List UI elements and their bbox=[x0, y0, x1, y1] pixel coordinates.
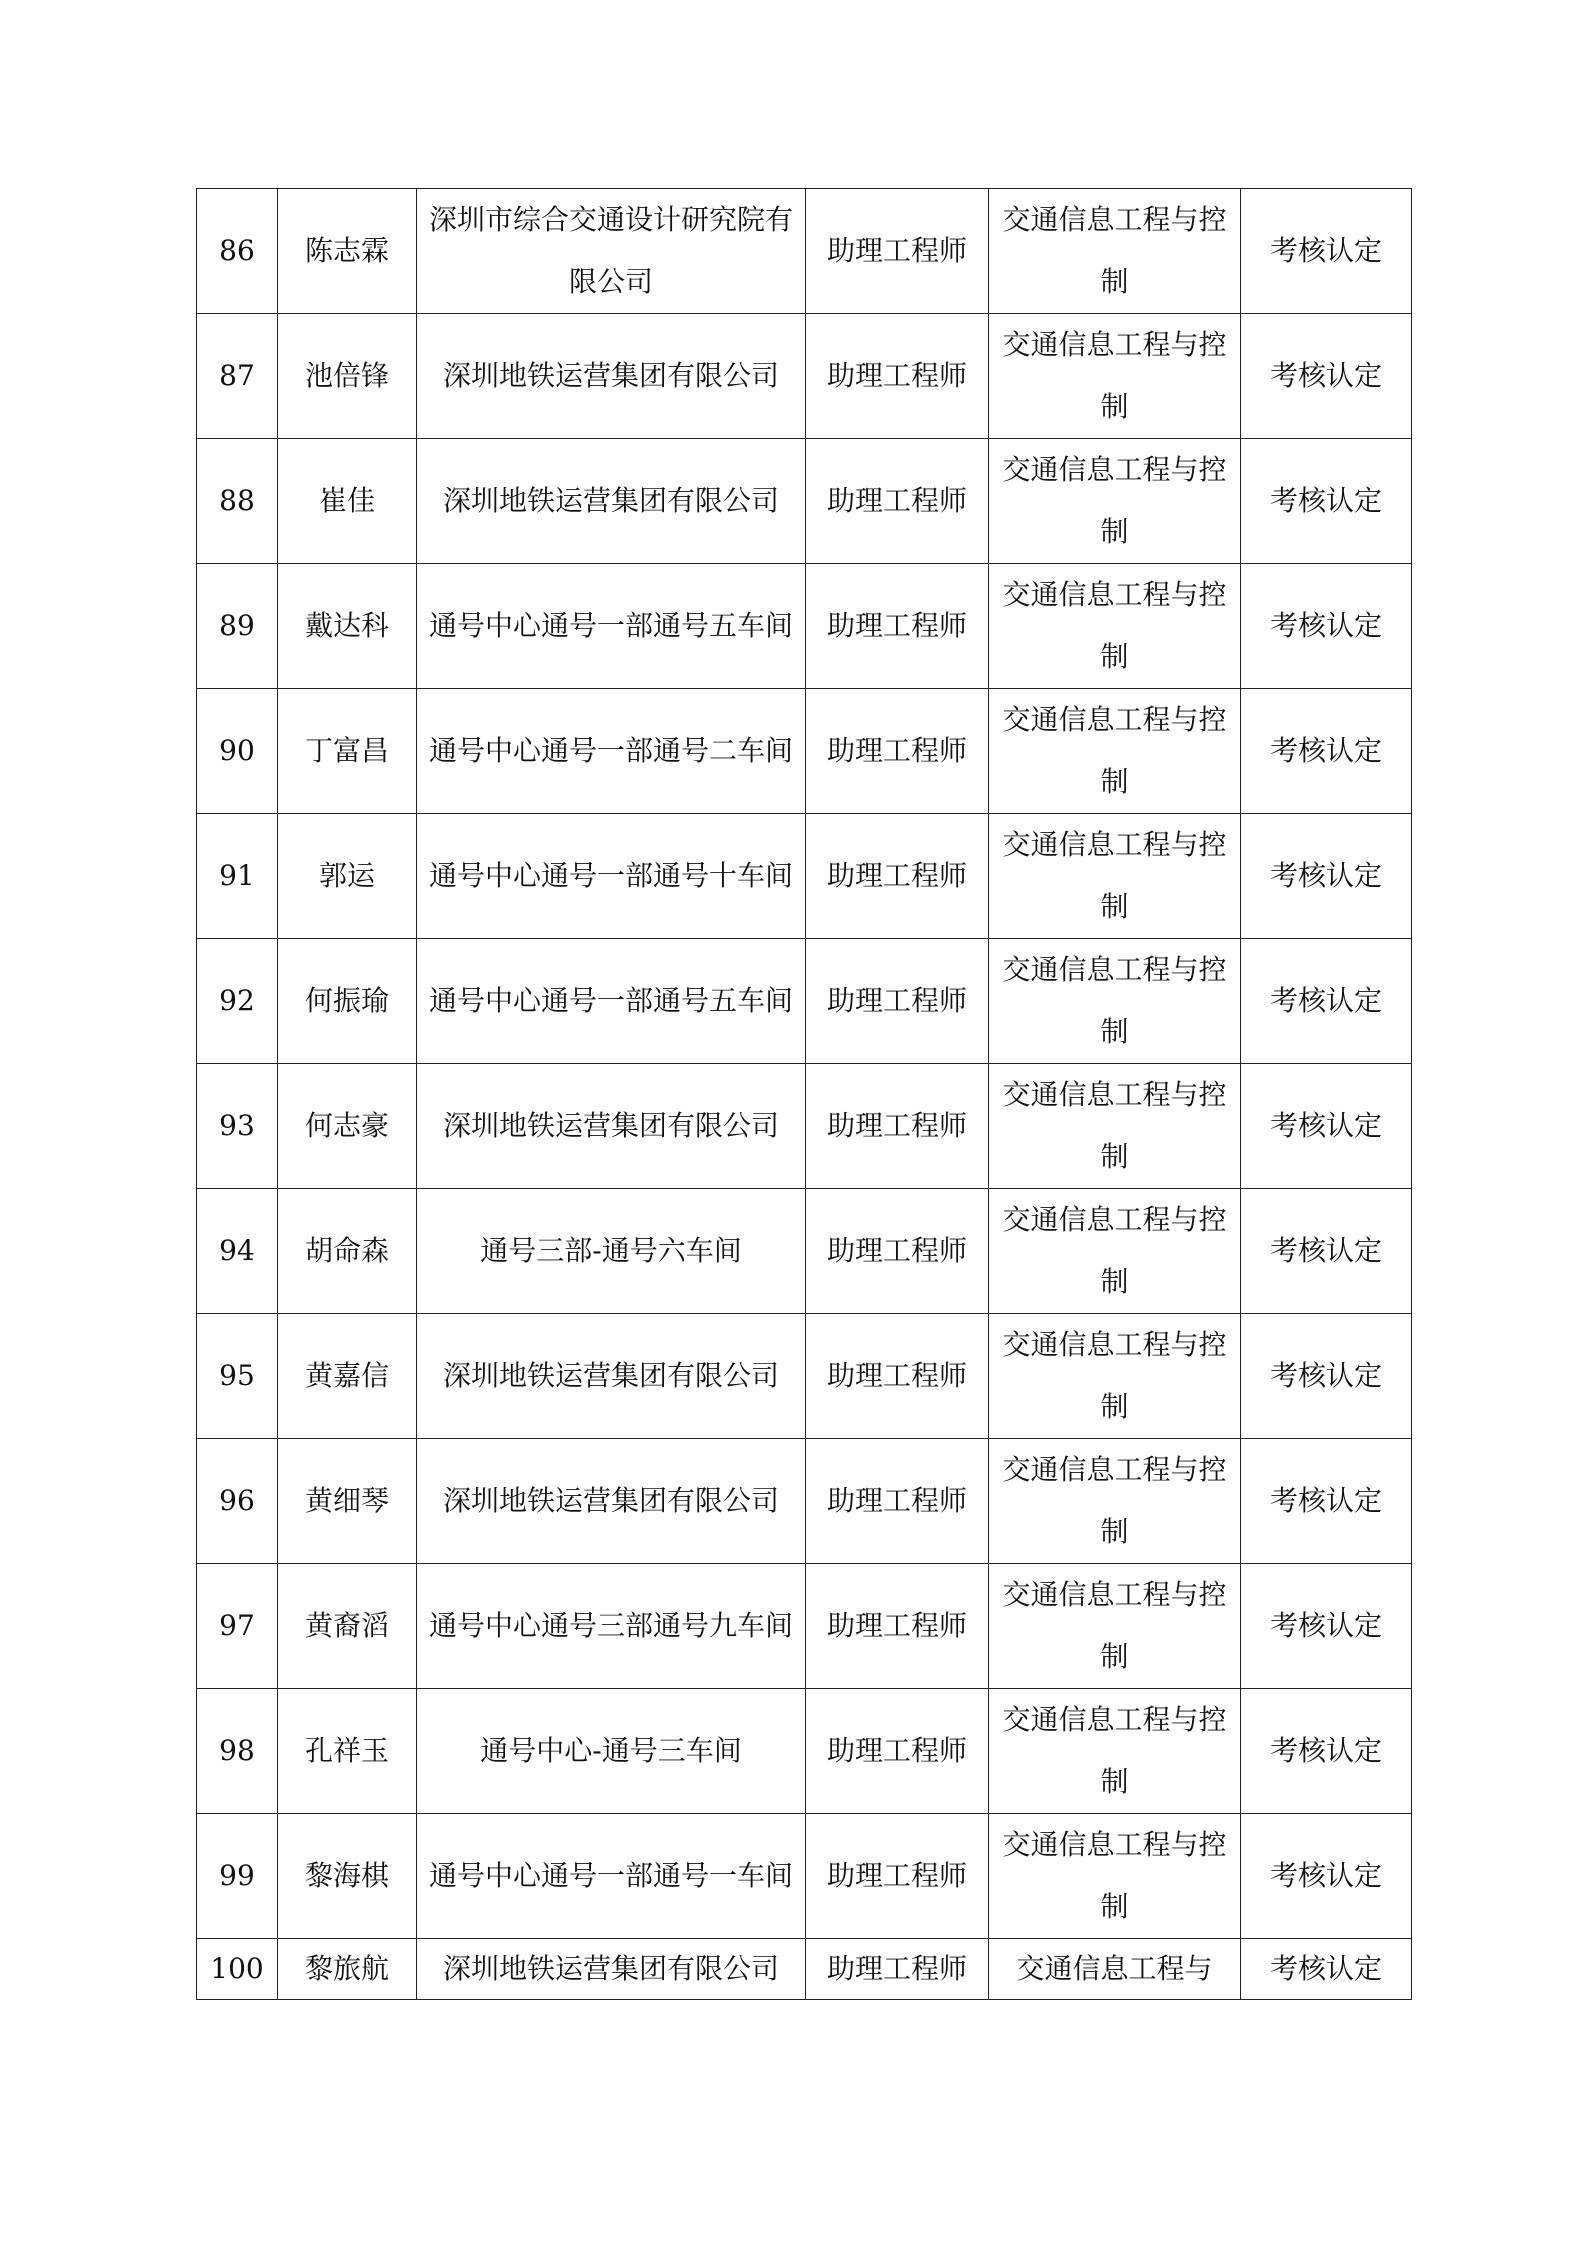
personnel-table bbox=[196, 188, 1412, 2000]
person-name-cell: 陈志霖 bbox=[278, 189, 417, 314]
work-unit-cell: 深圳地铁运营集团有限公司 bbox=[417, 1314, 806, 1439]
row-number-cell: 93 bbox=[197, 1064, 278, 1189]
work-unit-cell: 通号中心通号一部通号二车间 bbox=[417, 689, 806, 814]
table-row bbox=[197, 564, 1412, 689]
row-number-cell: 100 bbox=[197, 1939, 278, 2000]
assessment-method-cell: 考核认定 bbox=[1241, 1814, 1412, 1939]
table-row bbox=[197, 689, 1412, 814]
table-row bbox=[197, 189, 1412, 314]
row-number-cell: 98 bbox=[197, 1689, 278, 1814]
table-row bbox=[197, 1064, 1412, 1189]
row-number-cell: 87 bbox=[197, 314, 278, 439]
assessment-method-cell: 考核认定 bbox=[1241, 1689, 1412, 1814]
assessment-method-cell: 考核认定 bbox=[1241, 939, 1412, 1064]
assessment-method-cell: 考核认定 bbox=[1241, 1314, 1412, 1439]
assessment-method-cell: 考核认定 bbox=[1241, 814, 1412, 939]
row-number-cell: 99 bbox=[197, 1814, 278, 1939]
row-number-cell: 97 bbox=[197, 1564, 278, 1689]
table-row bbox=[197, 1814, 1412, 1939]
qualification-title-cell: 助理工程师 bbox=[806, 814, 989, 939]
work-unit-cell: 深圳地铁运营集团有限公司 bbox=[417, 1439, 806, 1564]
qualification-title-cell: 助理工程师 bbox=[806, 1064, 989, 1189]
assessment-method-cell: 考核认定 bbox=[1241, 1189, 1412, 1314]
qualification-title-cell: 助理工程师 bbox=[806, 689, 989, 814]
work-unit-cell: 通号中心通号一部通号五车间 bbox=[417, 564, 806, 689]
work-unit-cell: 深圳地铁运营集团有限公司 bbox=[417, 1939, 806, 2000]
person-name-cell: 池倍锋 bbox=[278, 314, 417, 439]
qualification-title-cell: 助理工程师 bbox=[806, 1689, 989, 1814]
table-row bbox=[197, 1939, 1412, 2000]
assessment-method-cell: 考核认定 bbox=[1241, 689, 1412, 814]
work-unit-cell: 通号中心通号一部通号十车间 bbox=[417, 814, 806, 939]
person-name-cell: 黎旅航 bbox=[278, 1939, 417, 2000]
assessment-method-cell: 考核认定 bbox=[1241, 564, 1412, 689]
specialty-cell: 交通信息工程与控制 bbox=[989, 1189, 1241, 1314]
qualification-title-cell: 助理工程师 bbox=[806, 314, 989, 439]
specialty-cell: 交通信息工程与控制 bbox=[989, 689, 1241, 814]
table-row bbox=[197, 1439, 1412, 1564]
specialty-cell: 交通信息工程与控制 bbox=[989, 1064, 1241, 1189]
specialty-cell: 交通信息工程与控制 bbox=[989, 189, 1241, 314]
table-row bbox=[197, 439, 1412, 564]
specialty-cell: 交通信息工程与控制 bbox=[989, 439, 1241, 564]
row-number-cell: 90 bbox=[197, 689, 278, 814]
assessment-method-cell: 考核认定 bbox=[1241, 1439, 1412, 1564]
assessment-method-cell: 考核认定 bbox=[1241, 314, 1412, 439]
specialty-cell: 交通信息工程与 bbox=[989, 1939, 1241, 2000]
person-name-cell: 崔佳 bbox=[278, 439, 417, 564]
specialty-cell: 交通信息工程与控制 bbox=[989, 564, 1241, 689]
person-name-cell: 黄嘉信 bbox=[278, 1314, 417, 1439]
specialty-cell: 交通信息工程与控制 bbox=[989, 1814, 1241, 1939]
work-unit-cell: 通号三部-通号六车间 bbox=[417, 1189, 806, 1314]
assessment-method-cell: 考核认定 bbox=[1241, 1064, 1412, 1189]
table-row bbox=[197, 314, 1412, 439]
person-name-cell: 孔祥玉 bbox=[278, 1689, 417, 1814]
qualification-title-cell: 助理工程师 bbox=[806, 564, 989, 689]
row-number-cell: 95 bbox=[197, 1314, 278, 1439]
row-number-cell: 94 bbox=[197, 1189, 278, 1314]
assessment-method-cell: 考核认定 bbox=[1241, 439, 1412, 564]
row-number-cell: 96 bbox=[197, 1439, 278, 1564]
row-number-cell: 88 bbox=[197, 439, 278, 564]
work-unit-cell: 通号中心通号三部通号九车间 bbox=[417, 1564, 806, 1689]
person-name-cell: 胡命森 bbox=[278, 1189, 417, 1314]
person-name-cell: 何振瑜 bbox=[278, 939, 417, 1064]
qualification-title-cell: 助理工程师 bbox=[806, 1939, 989, 2000]
work-unit-cell: 通号中心-通号三车间 bbox=[417, 1689, 806, 1814]
row-number-cell: 89 bbox=[197, 564, 278, 689]
work-unit-cell: 深圳地铁运营集团有限公司 bbox=[417, 314, 806, 439]
work-unit-cell: 深圳市综合交通设计研究院有限公司 bbox=[417, 189, 806, 314]
person-name-cell: 何志豪 bbox=[278, 1064, 417, 1189]
specialty-cell: 交通信息工程与控制 bbox=[989, 814, 1241, 939]
person-name-cell: 郭运 bbox=[278, 814, 417, 939]
specialty-cell: 交通信息工程与控制 bbox=[989, 1689, 1241, 1814]
qualification-title-cell: 助理工程师 bbox=[806, 1189, 989, 1314]
qualification-title-cell: 助理工程师 bbox=[806, 189, 989, 314]
qualification-title-cell: 助理工程师 bbox=[806, 439, 989, 564]
work-unit-cell: 深圳地铁运营集团有限公司 bbox=[417, 439, 806, 564]
specialty-cell: 交通信息工程与控制 bbox=[989, 939, 1241, 1064]
table-row bbox=[197, 1314, 1412, 1439]
work-unit-cell: 深圳地铁运营集团有限公司 bbox=[417, 1064, 806, 1189]
row-number-cell: 92 bbox=[197, 939, 278, 1064]
table-row bbox=[197, 1564, 1412, 1689]
work-unit-cell: 通号中心通号一部通号五车间 bbox=[417, 939, 806, 1064]
qualification-title-cell: 助理工程师 bbox=[806, 939, 989, 1064]
table-row bbox=[197, 814, 1412, 939]
specialty-cell: 交通信息工程与控制 bbox=[989, 1564, 1241, 1689]
person-name-cell: 丁富昌 bbox=[278, 689, 417, 814]
person-name-cell: 黎海棋 bbox=[278, 1814, 417, 1939]
qualification-title-cell: 助理工程师 bbox=[806, 1439, 989, 1564]
table-row bbox=[197, 1189, 1412, 1314]
assessment-method-cell: 考核认定 bbox=[1241, 189, 1412, 314]
table-row bbox=[197, 939, 1412, 1064]
row-number-cell: 91 bbox=[197, 814, 278, 939]
assessment-method-cell: 考核认定 bbox=[1241, 1939, 1412, 2000]
assessment-method-cell: 考核认定 bbox=[1241, 1564, 1412, 1689]
specialty-cell: 交通信息工程与控制 bbox=[989, 1314, 1241, 1439]
table-body bbox=[197, 189, 1412, 2000]
row-number-cell: 86 bbox=[197, 189, 278, 314]
person-name-cell: 黄细琴 bbox=[278, 1439, 417, 1564]
table-row bbox=[197, 1689, 1412, 1814]
work-unit-cell: 通号中心通号一部通号一车间 bbox=[417, 1814, 806, 1939]
specialty-cell: 交通信息工程与控制 bbox=[989, 1439, 1241, 1564]
qualification-title-cell: 助理工程师 bbox=[806, 1314, 989, 1439]
qualification-title-cell: 助理工程师 bbox=[806, 1814, 989, 1939]
qualification-title-cell: 助理工程师 bbox=[806, 1564, 989, 1689]
person-name-cell: 黄裔滔 bbox=[278, 1564, 417, 1689]
person-name-cell: 戴达科 bbox=[278, 564, 417, 689]
specialty-cell: 交通信息工程与控制 bbox=[989, 314, 1241, 439]
